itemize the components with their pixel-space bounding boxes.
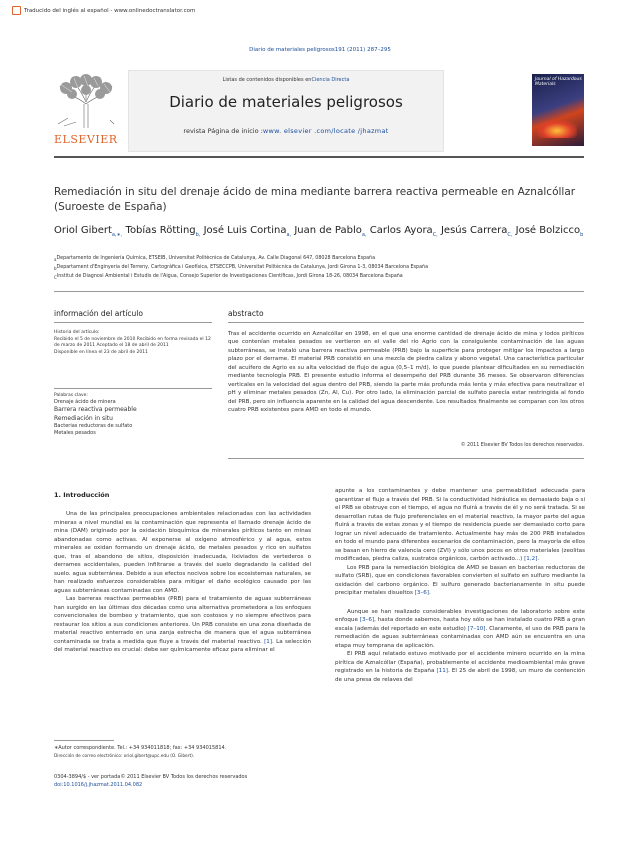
cover-title: Journal of Hazardous Materials (535, 77, 582, 87)
footnote-divider (54, 740, 114, 741)
body-paragraph: Las barreras reactivas permeables (PRB) para el tratamiento de aguas subterráneas han surgido en las últimas dos décadas como una alternativa prometedora a los enfoques convencionales de bombeo y tratamiento, que son costosos y no siempre efectivos para restaurar los sitios a sus condiciones anteriores. Un PRB consiste en una zona diseñada de material reactivo enterrado en una zanja estrecha de manera que el agua subterránea contaminada se trata a medida que fluye a través del material reactivo. [1]. La selección del material reactivo es crucial: debe ser químicamente eficaz para eliminar el (54, 596, 311, 653)
section-heading: 1. Introducción (54, 491, 110, 499)
journal-homepage-line: revista Página de inicio :www. elsevier .com/locate /jhazmat (183, 127, 389, 135)
journal-homepage-link[interactable]: www. elsevier .com/locate /jhazmat (262, 127, 389, 135)
article-info-divider (54, 322, 212, 323)
affiliation: $_C$Institut de Diagnosi Ambiental i Estudis de l'Aigua, Consejo Superior de Investigaciones Científicas, Jordi Girona 18-26, 08034 Barcelona España (54, 273, 403, 280)
keyword: Barrera reactiva permeable (54, 406, 137, 413)
keyword-list (54, 399, 212, 437)
article-info-heading: información del artículo (54, 309, 143, 318)
citation-link[interactable]: [11] (436, 668, 448, 674)
translation-bar-text[interactable]: Traducido del inglés al español - www.onlinedoctranslator.com (24, 7, 196, 14)
issn-line: 0304-3894/$ - ver portada© 2011 Elsevier BV Todos los derechos reservados (54, 774, 248, 780)
doi-link[interactable]: doi:10.1016/j.jhazmat.2011.04.082 (54, 782, 143, 788)
author-list (54, 224, 584, 242)
elsevier-tree-icon (54, 74, 118, 128)
journal-masthead (128, 70, 444, 152)
keyword: Metales pesados (54, 430, 96, 436)
keywords (54, 392, 212, 437)
keyword: Bacterias reductoras de sulfato (54, 423, 133, 429)
article-history: Historia del artículo: Recibido el 5 de noviembre de 2010 Recibido en forma revisada el 12 de marzo de 2011 Aceptado el 18 de abril de 2011 Disponible en línea el 23 de abril de 2011 (54, 330, 211, 355)
abstract-text: Tras el accidente ocurrido en Aznalcóllar en 1998, en el que una enorme cantidad de drenaje ácido de mina y lodos piríticos que contenían metales pesados se vertieron en el valle del río Agrio con la consiguiente contaminación de las aguas subterráneas, se instaló una barrera reactiva permeable (PRB) bajo la superficie para proteger mitigar los impactos a largo plazo por el derrame. El material PRB consistió en una mezcla de piedra caliza y abono vegetal. Una característica particular del acuífero de Agrio es su alta velocidad de flujo de agua (0,5–1 m/d), lo que puede plantear dificultades en su remediación mediante tecnología PRB. El presente estudio informa el desempeño del PRB durante 36 meses. Se observaron diferencias verticales en la velocidad del agua dentro del PRB, siendo la parte más profunda más lenta y más efectiva para neutralizar el pH y eliminar metales pesados (Zn, Al, Cu). Por otro lado, la eliminación parcial de sulfato parecía estar restringida al fondo del PRB, pero sin influencia aparente en la calidad del agua descendente. Los resultados finalmente se comparan con los otros cuatro PRB existentes para AMD en todo el mundo. (228, 331, 584, 414)
body-paragraph: apunte a los contaminantes y debe mantener una permeabilidad adecuada para garantizar el flujo a través del PRB. Si la conductividad hidráulica es demasiado baja o si el PRB se obstruye con el tiempo, el agua no fluirá a través de él y no será tratada. Si se desarrollan rutas de flujo preferenciales en el material reactivo, la mayor parte del agua fluirá a través de estas zonas y el tiempo de residencia puede ser demasiado corto para lograr un nivel adecuado de tratamiento. Actualmente hay más de 200 PRB instalados en todo el mundo para diferentes escenarios de contaminación, pero la mayoría de ellos se basan en hierro de valencia cero (ZVI) y sólo unos pocos en otros materiales (zeolitas modificadas, piedra caliza, sustratos orgánicos, carbón activado...) [1,2]. (335, 488, 585, 562)
sciencedirect-link[interactable]: Ciencia Directa (311, 77, 350, 83)
citation-link[interactable]: [1] (264, 638, 273, 645)
citation-link[interactable]: [3–6] (359, 617, 375, 623)
body-paragraph: El PRB aquí relatado estuvo motivado por el accidente minero ocurrido en la mina pirítica de Aznalcóllar (España), probablemente el accidente medioambiental más grave registrado en la historia de España [11]. El 25 de abril de 1998, un muro de contención de una presa de relaves del (335, 651, 585, 683)
body-column-right (335, 487, 585, 684)
abstract-bottom-divider (228, 458, 584, 459)
keyword: Drenaje ácido de minera (54, 399, 116, 405)
author[interactable]: Juan de Pablo$_{a,}$ (294, 225, 367, 238)
author[interactable]: José Luis Cortina$_{a,}$ (203, 225, 292, 238)
body-paragraph: Una de las principales preocupaciones ambientales relacionadas con las actividades mineras a nivel mundial es la contaminación que representa el llamado drenaje ácido de mina (DAM) originado por la oxidación bioquímica de minerales piríticos tanto en minas abandonadas como activas. Al exponerse al oxígeno atmosférico y al agua, estos minerales se oxidan formando un drenaje ácido, de metales pesados y rico en sulfatos que, tras el abandono de sitios, disposición inadecuada, lixiviados de vertederos o derrames accidentales, pueden infiltrarse a través del suelo degradando la calidad del suelo. agua subterránea. Debido a sus efectos nocivos sobre los ecosistemas naturales, se han realizado esfuerzos considerables para mitigar el daño ecológico causado por las aguas subterráneas contaminadas con AMD. (54, 511, 311, 594)
affiliations (54, 255, 584, 282)
corresponding-author-note: ∗Autor correspondiente. Tel.: +34 934011818; fax: +34 934015814. (54, 745, 227, 751)
author[interactable]: Oriol Gibert$_{a,∗,}$ (54, 225, 123, 238)
author[interactable]: Tobías Rötting$_{b,}$ (125, 225, 201, 238)
abstract-heading: abstracto (228, 309, 264, 318)
section-divider (54, 291, 584, 292)
body-column-left (54, 510, 311, 655)
keywords-label: Palabras clave: (54, 393, 88, 398)
author[interactable]: Carlos Ayora$_{C,}$ (369, 225, 438, 238)
elsevier-logo (54, 74, 118, 146)
body-paragraph: Aunque se han realizado considerables investigaciones de laboratorio sobre este enfoque [3–6], hasta donde sabemos, hasta hoy sólo se han instalado cuatro PRB a gran escala (además del reportado en este estudio) [7–10]. Claramente, el uso de PRB para la remediación de aguas subterráneas contaminadas con AMD aún se encuentra en una etapa muy temprana de aplicación. (335, 608, 586, 649)
keywords-divider (54, 388, 212, 389)
article-title: Remediación in situ del drenaje ácido de mina mediante barrera reactiva permeable en Aznalcóllar (Suroeste de España) (54, 186, 576, 213)
citation-link[interactable]: [1,2] (524, 556, 538, 562)
keyword: Remediación in situ (54, 414, 113, 422)
author[interactable]: Jesús Carrera$_{C,}$ (440, 225, 513, 238)
body-paragraph: Los PRB para la remediación biológica de AMD se basan en bacterias reductoras de sulfato (SRB), que en condiciones favorables convierten el sulfato en sulfuro mediante la oxidación del carbono orgánico. El sulfuro generado bacterianamente in situ puede precipitar metales disueltos [3–6]. (335, 564, 585, 596)
abstract-divider (228, 322, 584, 323)
issn-block (54, 773, 311, 789)
citation-link[interactable]: [3–6] (414, 590, 429, 596)
publisher-name: ELSEVIER (54, 133, 118, 146)
translation-bar (12, 6, 195, 15)
abstract-copyright: © 2011 Elsevier BV Todos los derechos reservados. (460, 443, 584, 448)
affiliation: $_a$Departamento de Ingeniería Química, ETSEIB, Universitat Politècnica de Catalunya, Av. Calle Diagonal 647, 08028 Barcelona España (54, 256, 376, 262)
journal-title: Diario de materiales peligrosos (169, 93, 403, 111)
contents-line: Listas de contenidos disponibles enCiencia Directa (222, 77, 350, 83)
journal-citation[interactable]: Diario de materiales peligrosos191 (2011) 287–295 (249, 47, 391, 53)
corresponding-email[interactable]: Dirección de correo electrónico: oriol.gibert@upc.edu (O. Gibert). (54, 754, 195, 759)
affiliation: $_b$Departament d'Enginyeria del Terreny, Cartogràfica i Geofísica, ETSECCPB, Universitat Politècnica de Catalunya, Jordi Girona 1-3, 08034 Barcelona España (54, 264, 429, 271)
author[interactable]: José Bolzicco$_b$ (515, 225, 584, 238)
cover-fire-graphic (537, 120, 577, 138)
header-divider (54, 156, 584, 158)
citation-link[interactable]: [7–10] (467, 625, 486, 632)
journal-cover-image (532, 74, 584, 146)
translate-icon (12, 6, 21, 15)
